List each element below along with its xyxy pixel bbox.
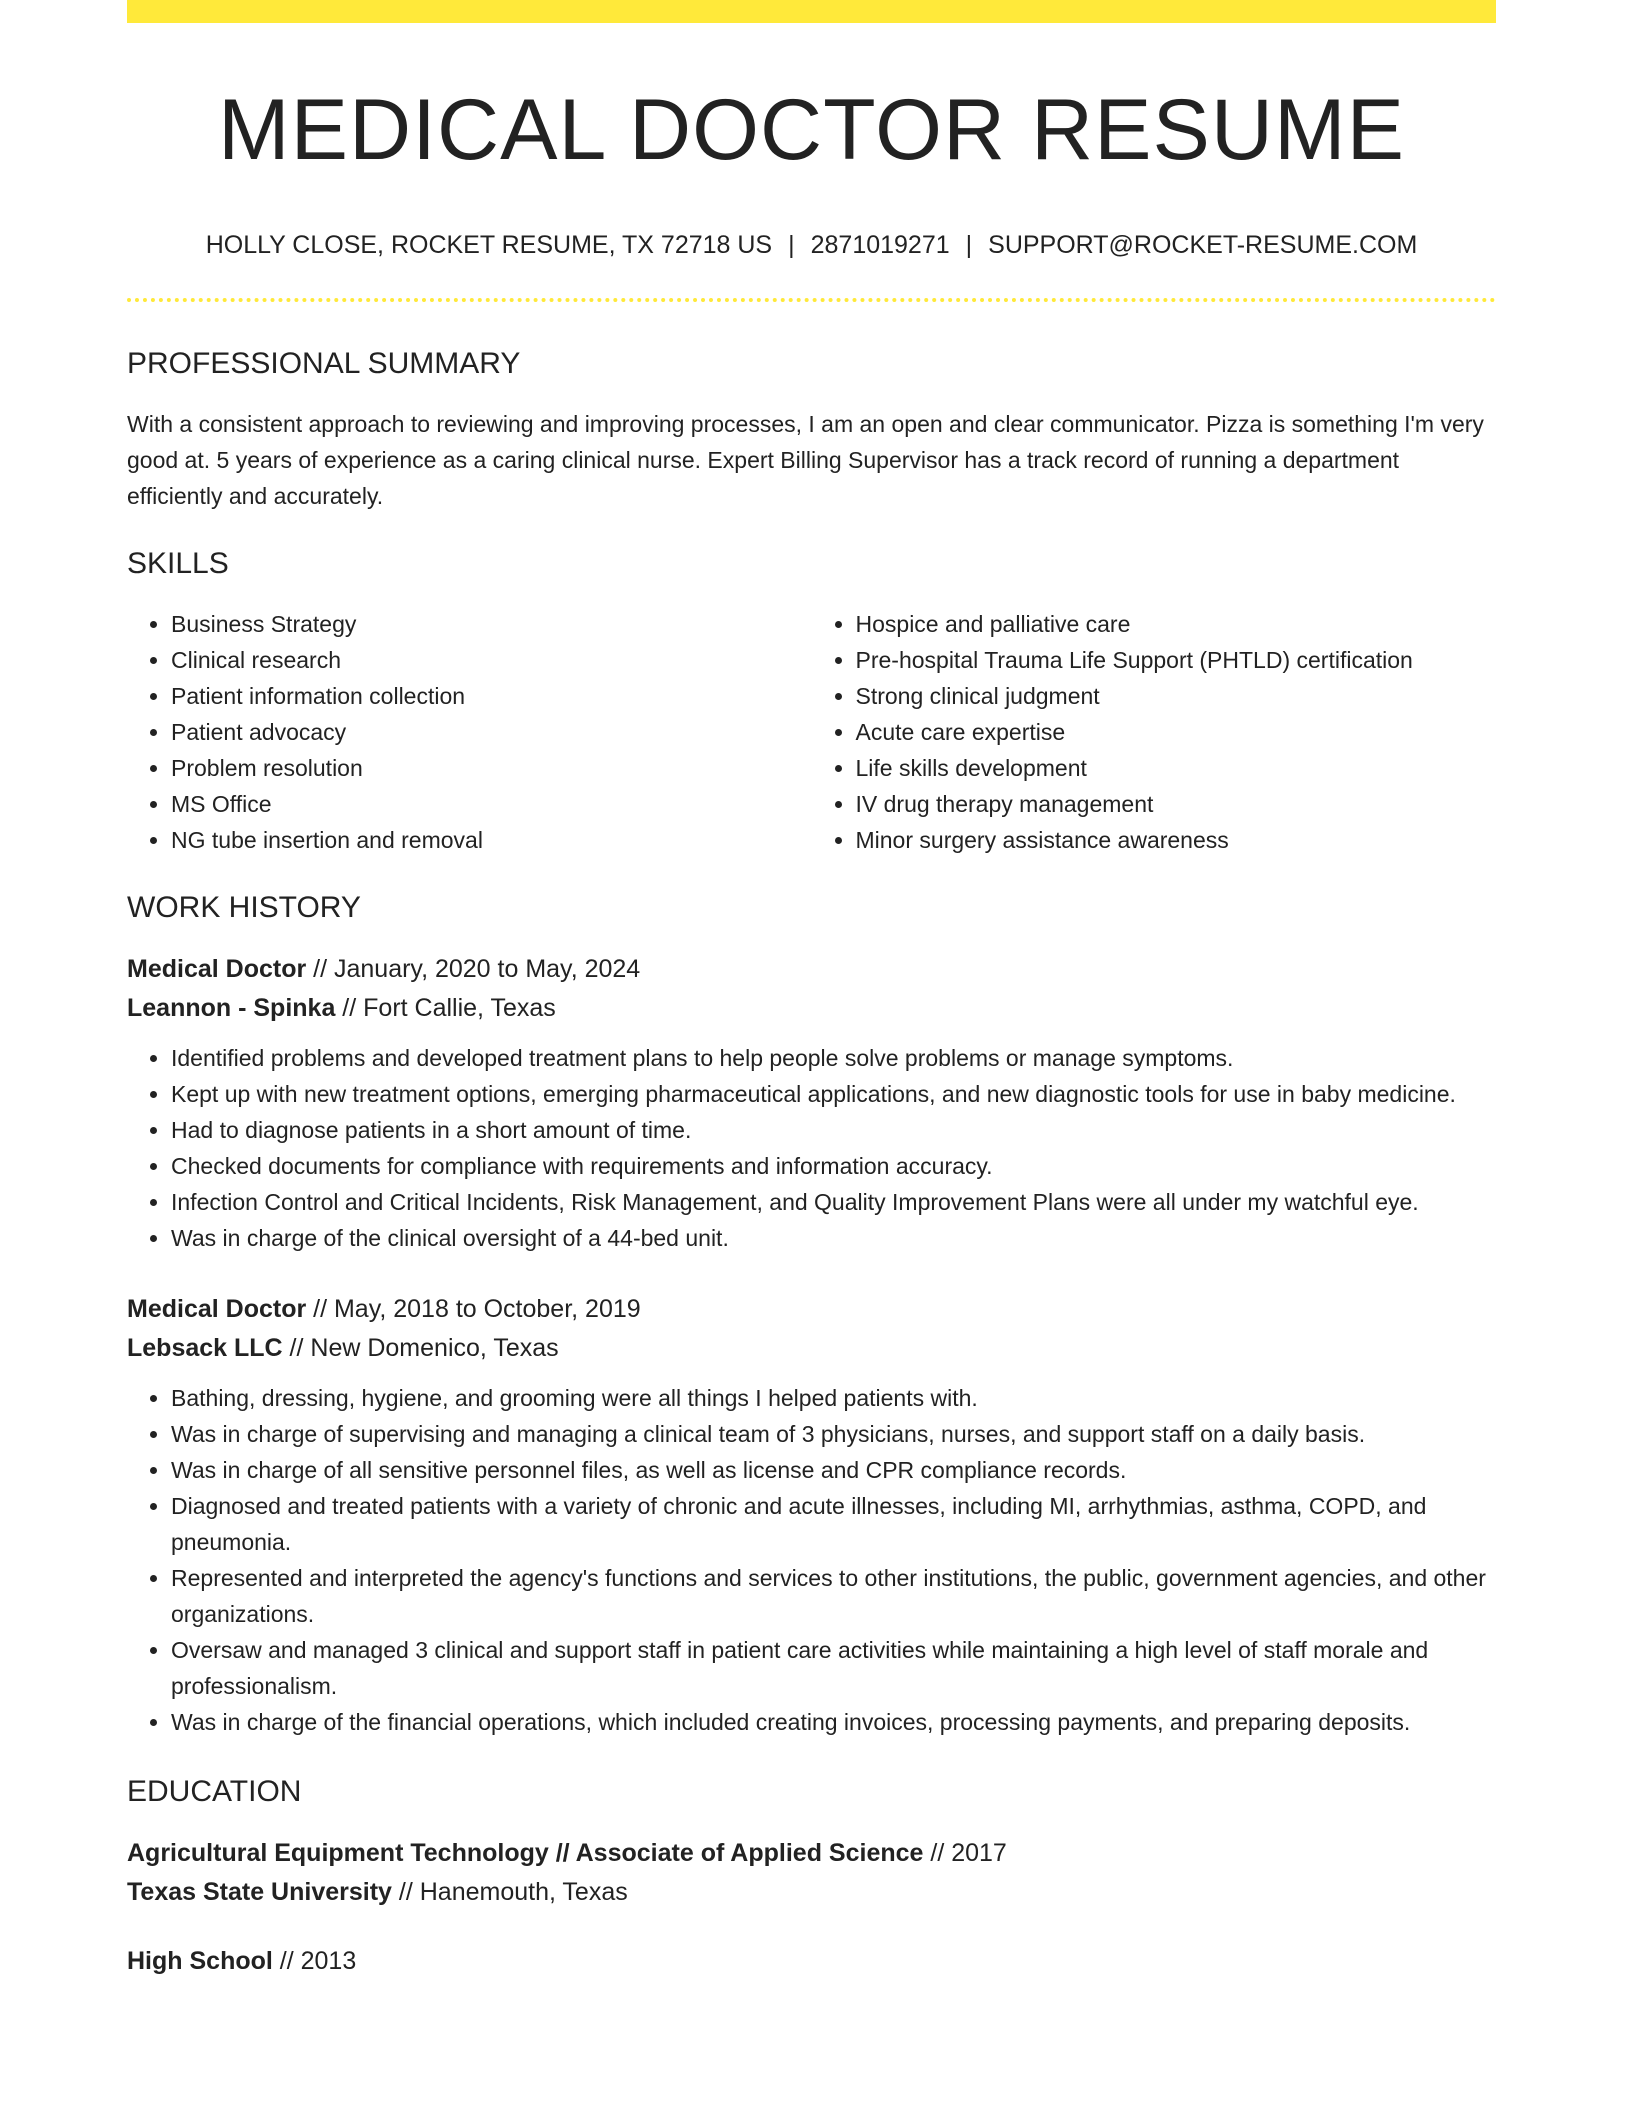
education-year: // 2017 (923, 1838, 1007, 1867)
skills-list-right (812, 606, 1497, 858)
skills-list-left (127, 606, 812, 858)
job-bullet: • Had to diagnose patients in a short amount of time. (171, 1112, 1496, 1148)
skill-item: • Business Strategy (171, 606, 812, 642)
skills-columns (127, 606, 1496, 858)
skill-item: • Hospice and palliative care (856, 606, 1497, 642)
skill-item: • Acute care expertise (856, 714, 1497, 750)
job-bullet: • Infection Control and Critical Incidents, Risk Management, and Quality Improvement Plans were all under my watchful eye. (171, 1184, 1496, 1220)
contact-line (127, 230, 1496, 260)
work-history-heading: WORK HISTORY (127, 890, 361, 924)
job-dates: // January, 2020 to May, 2024 (306, 954, 641, 983)
summary-heading: PROFESSIONAL SUMMARY (127, 346, 521, 380)
education-school: Texas State University (127, 1877, 392, 1906)
job-bullet: • Was in charge of the financial operations, which included creating invoices, processing payments, and preparing deposits. (171, 1704, 1496, 1740)
skill-item: • NG tube insertion and removal (171, 822, 812, 858)
job-bullet: • Was in charge of all sensitive personnel files, as well as license and CPR compliance records. (171, 1452, 1496, 1488)
job-title-line (127, 1290, 1496, 1329)
job-bullet: • Was in charge of supervising and managing a clinical team of 3 physicians, nurses, and support staff on a daily basis. (171, 1416, 1496, 1452)
education-entry (127, 1942, 1496, 1981)
education-degree: High School (127, 1946, 273, 1975)
job-title-line (127, 950, 1496, 989)
job-dates: // May, 2018 to October, 2019 (306, 1294, 641, 1323)
summary-text: With a consistent approach to reviewing and improving processes, I am an open and clear communicator. Pizza is something I'm very good at. 5 years of experience as a caring clinical nurse. Expert Billing Supervisor has a track record of running a department efficiently and accurately. (127, 410, 1484, 509)
resume-title: MEDICAL DOCTOR RESUME (218, 82, 1405, 178)
job-company-line (127, 1329, 1496, 1368)
job-company: Lebsack LLC (127, 1333, 283, 1362)
dotted-divider (127, 298, 1496, 302)
job-bullets (127, 1040, 1496, 1256)
job-entry (127, 950, 1496, 1256)
contact-phone: 2871019271 (810, 230, 950, 259)
contact-separator: | (965, 230, 973, 259)
job-bullets (127, 1380, 1496, 1740)
job-entry (127, 1290, 1496, 1740)
contact-separator: | (788, 230, 795, 259)
education-degree-line (127, 1834, 1496, 1873)
skill-item: • Life skills development (856, 750, 1497, 786)
contact-address: HOLLY CLOSE, ROCKET RESUME, TX 72718 US (205, 230, 773, 259)
education-entry (127, 1834, 1496, 1912)
job-bullet: • Oversaw and managed 3 clinical and support staff in patient care activities while maintaining a high level of staff morale and professionalism. (171, 1632, 1496, 1704)
job-bullet: • Kept up with new treatment options, emerging pharmaceutical applications, and new diagnostic tools for use in baby medicine. (171, 1076, 1496, 1112)
education-heading: EDUCATION (127, 1774, 302, 1808)
job-company-line (127, 989, 1496, 1028)
contact-email: SUPPORT@ROCKET-RESUME.COM (988, 230, 1418, 259)
job-bullet: • Diagnosed and treated patients with a variety of chronic and acute illnesses, including MI, arrhythmias, asthma, COPD, and pneumonia. (171, 1488, 1496, 1560)
job-title: Medical Doctor (127, 1294, 307, 1323)
job-bullet: • Bathing, dressing, hygiene, and grooming were all things I helped patients with. (171, 1380, 1496, 1416)
job-company: Leannon - Spinka (127, 993, 336, 1022)
skill-item: • Clinical research (171, 642, 812, 678)
skill-item: • Problem resolution (171, 750, 812, 786)
job-bullet: • Identified problems and developed treatment plans to help people solve problems or manage symptoms. (171, 1040, 1496, 1076)
top-accent-bar (127, 0, 1496, 23)
skill-item: • Minor surgery assistance awareness (856, 822, 1497, 858)
job-bullet: • Was in charge of the clinical oversight of a 44-bed unit. (171, 1220, 1496, 1256)
skill-item: • MS Office (171, 786, 812, 822)
job-location: // New Domenico, Texas (282, 1333, 559, 1362)
skill-item: • Patient information collection (171, 678, 812, 714)
skill-item: • Patient advocacy (171, 714, 812, 750)
skill-item: • IV drug therapy management (856, 786, 1497, 822)
job-title: Medical Doctor (127, 954, 307, 983)
skills-heading: SKILLS (127, 546, 229, 580)
resume-content (127, 23, 1496, 1981)
job-bullet: • Represented and interpreted the agency's functions and services to other institutions, the public, government agencies, and other organizations. (171, 1560, 1496, 1632)
skill-item: • Strong clinical judgment (856, 678, 1497, 714)
education-degree: Agricultural Equipment Technology // Associate of Applied Science (127, 1838, 924, 1867)
education-year: // 2013 (272, 1946, 357, 1975)
education-degree-line (127, 1942, 1496, 1981)
education-school-line (127, 1873, 1496, 1912)
job-bullet: • Checked documents for compliance with requirements and information accuracy. (171, 1148, 1496, 1184)
job-location: // Fort Callie, Texas (335, 993, 556, 1022)
education-location: // Hanemouth, Texas (391, 1877, 628, 1906)
skill-item: • Pre-hospital Trauma Life Support (PHTLD) certification (856, 642, 1497, 678)
